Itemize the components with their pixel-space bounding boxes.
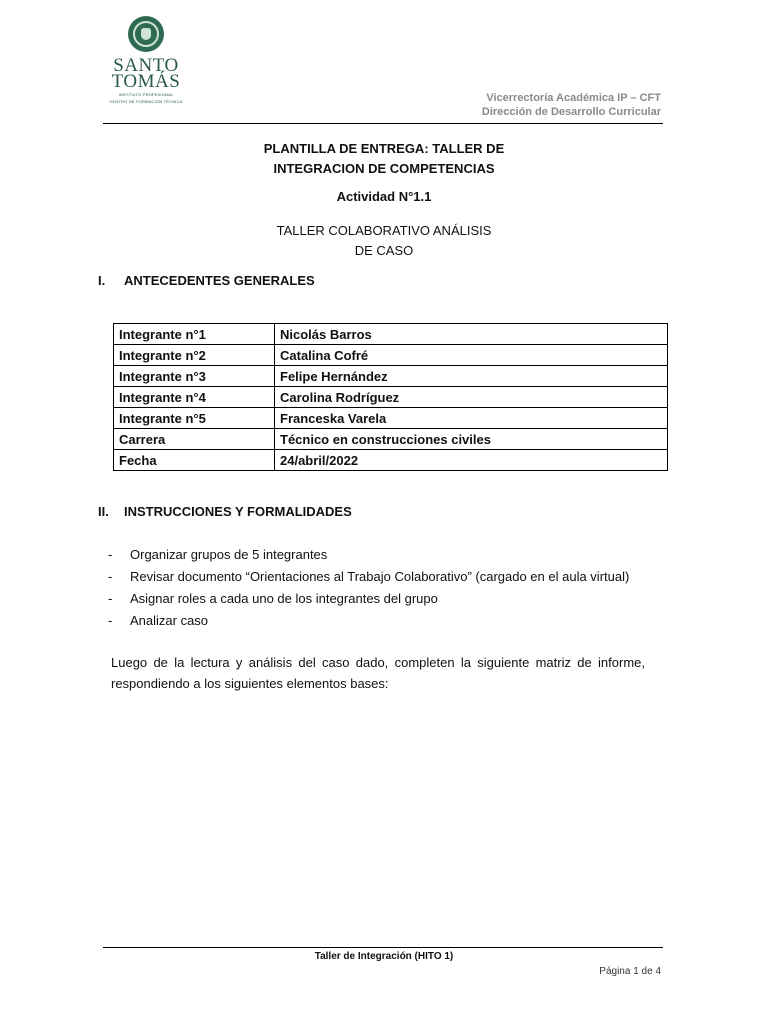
section-title: INSTRUCCIONES Y FORMALIDADES: [124, 504, 352, 519]
row-label: Fecha: [114, 450, 275, 471]
instructions-list: [108, 544, 629, 632]
activity-number: Actividad N°1.1: [336, 189, 432, 204]
row-value: Nicolás Barros: [275, 324, 668, 345]
logo-tagline-2: CENTRO DE FORMACIÓN TÉCNICA: [109, 99, 183, 104]
dash-marker: -: [108, 591, 113, 606]
list-item-text: Revisar documento “Orientaciones al Trabajo Colaborativo” (cargado en el aula virtual): [130, 569, 630, 584]
seal-icon: [128, 16, 164, 52]
list-item: [108, 588, 629, 610]
list-item: [108, 544, 629, 566]
subtitle-line1: TALLER COLABORATIVO ANÁLISIS: [276, 223, 492, 238]
logo-name-line1: SANTO: [113, 55, 179, 76]
row-value: Carolina Rodríguez: [275, 387, 668, 408]
header-divider: [103, 123, 663, 124]
row-value: Franceska Varela: [275, 408, 668, 429]
row-label: Integrante n°4: [114, 387, 275, 408]
dash-marker: -: [108, 613, 113, 628]
table-row: [114, 324, 668, 345]
footer-title: Taller de Integración (HITO 1): [314, 951, 454, 962]
title-line2: INTEGRACION DE COMPETENCIAS: [273, 161, 495, 176]
table-row: [114, 345, 668, 366]
section-number: I.: [98, 273, 106, 288]
section-number: II.: [98, 504, 109, 519]
dash-marker: -: [108, 547, 113, 562]
footer-divider: [103, 947, 663, 948]
subtitle-line2: DE CASO: [354, 243, 414, 258]
document-subtitle: [0, 221, 768, 261]
logo-name-line2: TOMÁS: [111, 71, 181, 92]
list-item: [108, 610, 629, 632]
row-label: Integrante n°1: [114, 324, 275, 345]
list-item-text: Organizar grupos de 5 integrantes: [130, 547, 328, 562]
row-value: Felipe Hernández: [275, 366, 668, 387]
row-label: Carrera: [114, 429, 275, 450]
dash-marker: -: [108, 569, 113, 584]
document-title: [0, 139, 768, 179]
section-heading-2: [98, 504, 352, 519]
header-org: [482, 91, 661, 119]
row-value: Catalina Cofré: [275, 345, 668, 366]
santo-tomas-logo: [104, 16, 188, 104]
title-line1: PLANTILLA DE ENTREGA: TALLER DE: [263, 141, 505, 156]
table-row: [114, 387, 668, 408]
table-row: [114, 450, 668, 471]
section-title: ANTECEDENTES GENERALES: [124, 273, 315, 288]
list-item-text: Analizar caso: [130, 613, 209, 628]
page-number: Página 1 de 4: [599, 966, 661, 977]
section-heading-1: [98, 273, 315, 288]
table-row: [114, 429, 668, 450]
list-item-text: Asignar roles a cada uno de los integrantes del grupo: [130, 591, 438, 606]
instructions-paragraph: Luego de la lectura y análisis del caso dado, completen la siguiente matriz de informe, respondiendo a los siguientes elementos bases:: [111, 655, 645, 691]
row-label: Integrante n°2: [114, 345, 275, 366]
general-info-table: [113, 323, 668, 471]
header-org-line1: Vicerrectoría Académica IP – CFT: [486, 92, 661, 104]
table-row: [114, 366, 668, 387]
row-value: 24/abril/2022: [275, 450, 668, 471]
row-label: Integrante n°3: [114, 366, 275, 387]
header-org-line2: Dirección de Desarrollo Curricular: [481, 106, 661, 118]
list-item: [108, 566, 629, 588]
table-row: [114, 408, 668, 429]
row-value: Técnico en construcciones civiles: [275, 429, 668, 450]
row-label: Integrante n°5: [114, 408, 275, 429]
logo-tagline-1: INSTITUTO PROFESIONAL: [118, 92, 174, 97]
